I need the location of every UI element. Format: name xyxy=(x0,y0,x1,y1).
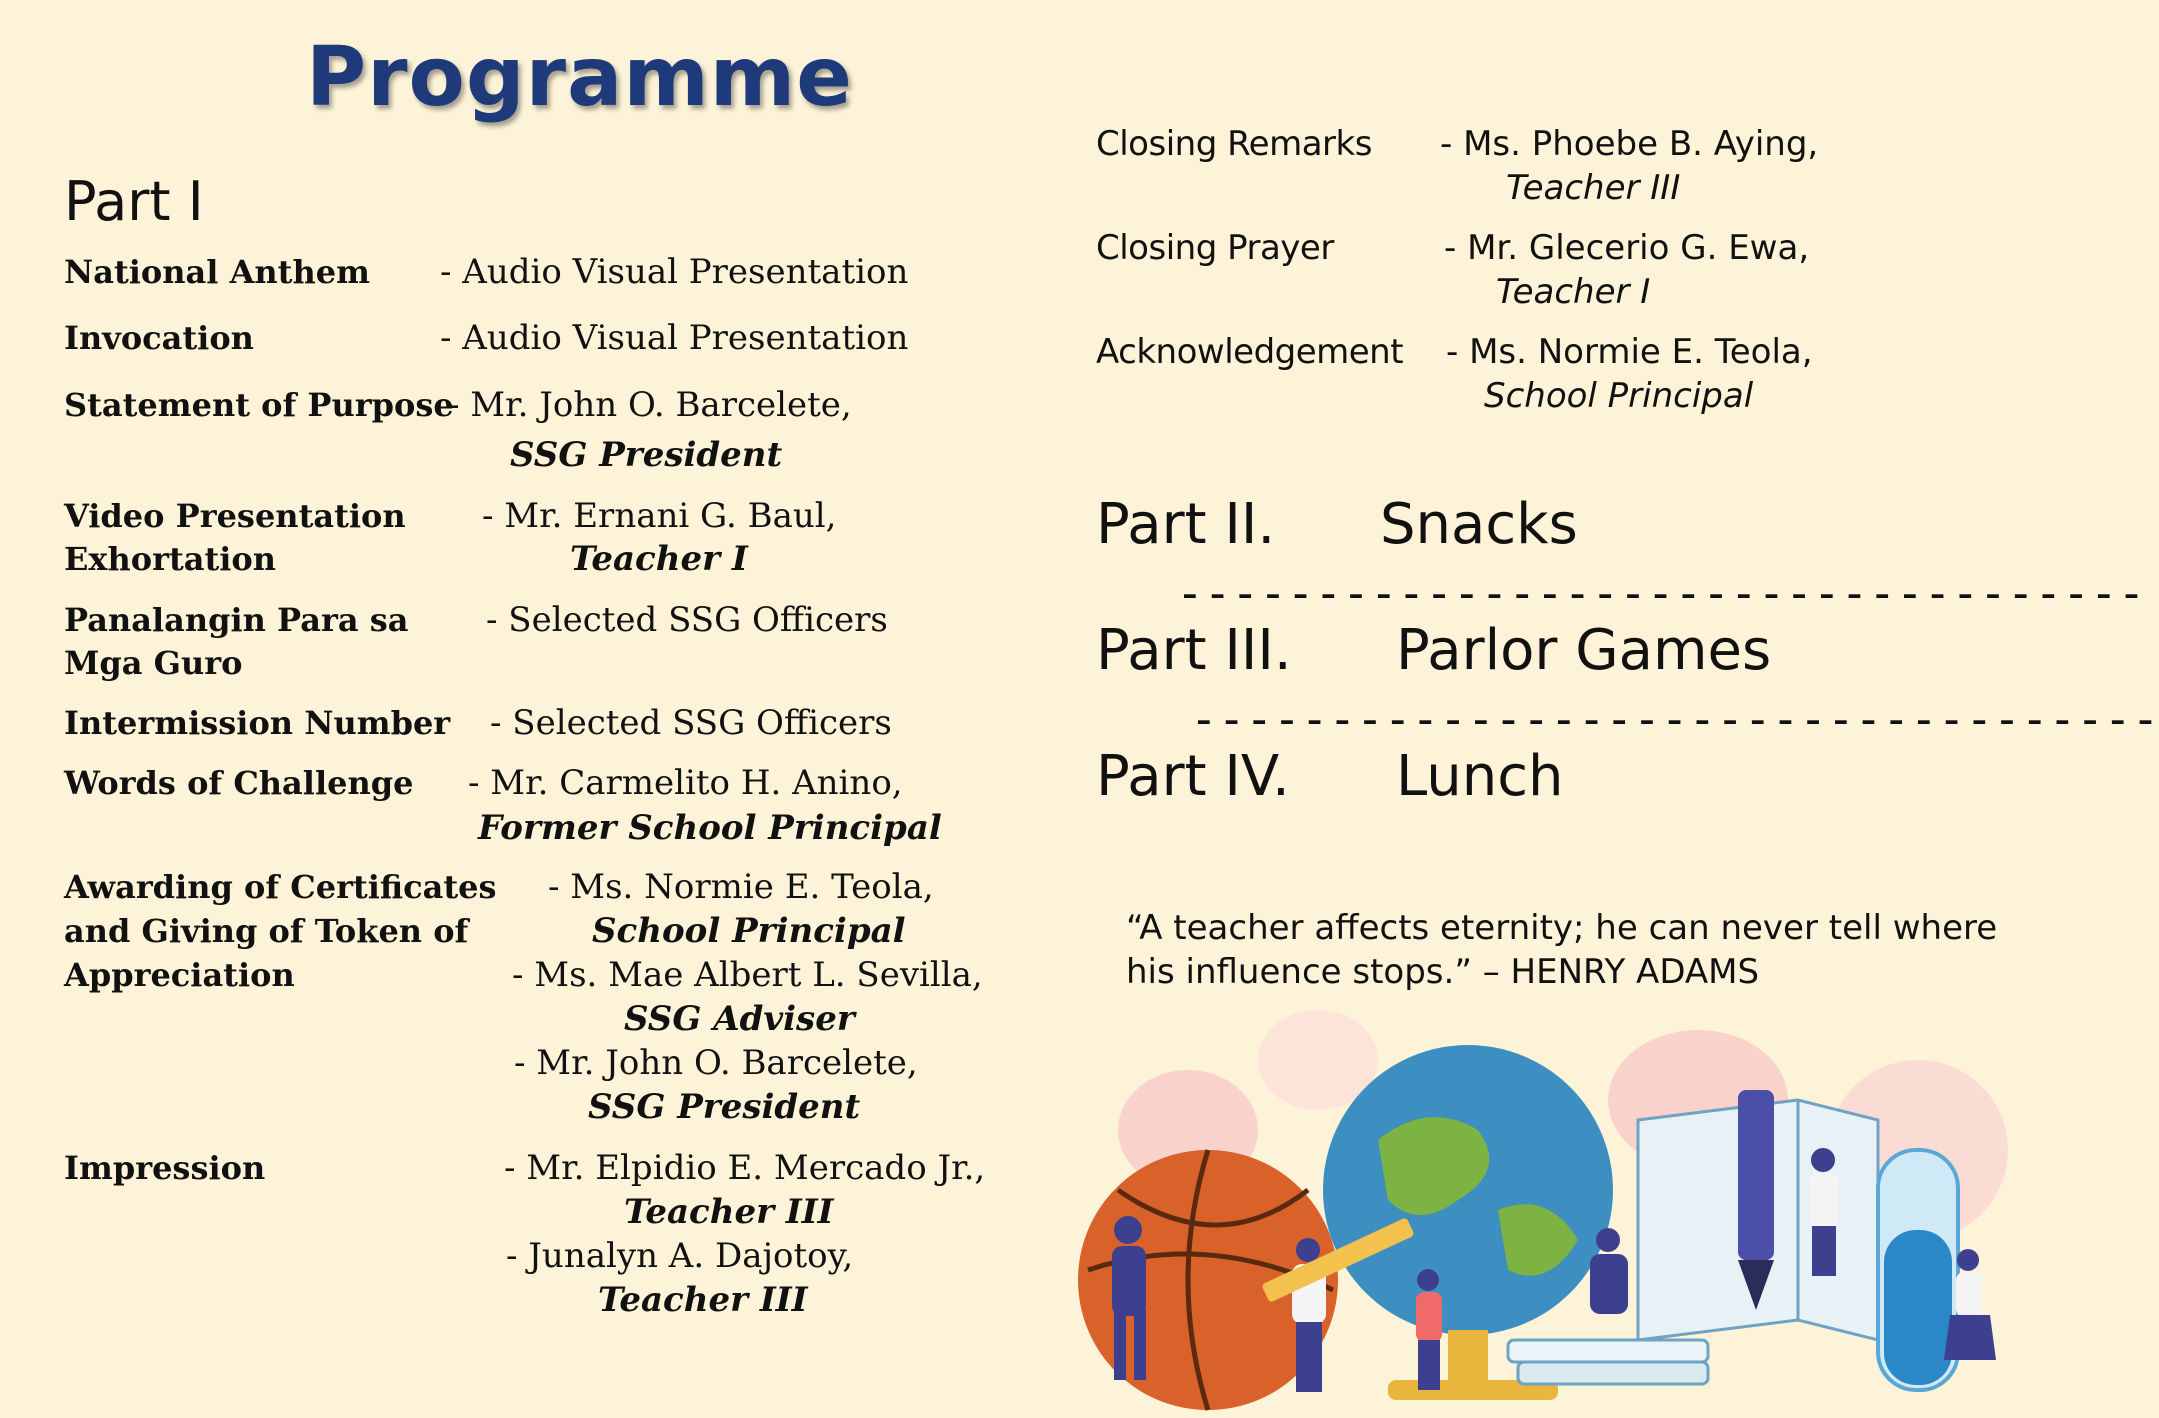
item-role: School Principal xyxy=(1484,376,1754,416)
item-label: Words of Challenge xyxy=(64,764,414,802)
pen-icon xyxy=(1738,1090,1774,1260)
item-label: Invocation xyxy=(64,319,254,357)
item-value: - Junalyn A. Dajotoy, xyxy=(506,1236,854,1276)
item-label: Appreciation xyxy=(64,956,295,994)
item-label: Closing Prayer xyxy=(1096,228,1334,268)
part-label: Part III. xyxy=(1096,618,1292,683)
part-one-heading: Part I xyxy=(64,170,204,233)
item-value: - Audio Visual Presentation xyxy=(440,318,909,358)
item-label: Mga Guro xyxy=(64,644,243,682)
item-label: Video Presentation xyxy=(64,497,406,535)
item-role: Teacher I xyxy=(570,539,748,579)
item-role: SSG President xyxy=(510,435,783,475)
item-value: - Audio Visual Presentation xyxy=(440,252,909,292)
page-title: Programme xyxy=(306,30,853,125)
item-label: Exhortation xyxy=(64,540,276,578)
part-title: Parlor Games xyxy=(1396,618,1772,683)
item-value: - Selected SSG Officers xyxy=(490,703,892,743)
item-label: Statement of Purpose xyxy=(64,386,454,424)
item-value: - Mr. John O. Barcelete, xyxy=(448,385,852,425)
part-title: Snacks xyxy=(1380,492,1578,557)
item-value: - Ms. Mae Albert L. Sevilla, xyxy=(512,955,983,995)
item-role: Former School Principal xyxy=(478,808,942,848)
part-label: Part II. xyxy=(1096,492,1276,557)
education-illustration xyxy=(1078,1010,2018,1410)
item-label: Awarding of Certificates xyxy=(64,868,497,906)
item-role: Teacher III xyxy=(598,1280,808,1320)
divider: ----------------------------------- xyxy=(1176,566,2146,620)
item-label: Panalangin Para sa xyxy=(64,601,409,639)
item-label: and Giving of Token of xyxy=(64,912,469,950)
item-label: Intermission Number xyxy=(64,704,451,742)
item-role: Teacher I xyxy=(1496,272,1651,312)
item-role: School Principal xyxy=(592,911,906,951)
item-label: Acknowledgement xyxy=(1096,332,1404,372)
part-title: Lunch xyxy=(1396,744,1564,809)
item-value: - Mr. Elpidio E. Mercado Jr., xyxy=(504,1148,986,1188)
item-value: - Selected SSG Officers xyxy=(486,600,888,640)
item-value: - Mr. Ernani G. Baul, xyxy=(482,496,837,536)
item-value: - Ms. Normie E. Teola, xyxy=(1446,332,1813,372)
item-label: Impression xyxy=(64,1149,266,1187)
item-role: SSG Adviser xyxy=(624,999,855,1039)
item-label: National Anthem xyxy=(64,253,370,291)
item-label: Closing Remarks xyxy=(1096,124,1372,164)
item-value: - Ms. Normie E. Teola, xyxy=(548,867,934,907)
part-label: Part IV. xyxy=(1096,744,1290,809)
item-value: - Ms. Phoebe B. Aying, xyxy=(1440,124,1819,164)
item-value: - Mr. John O. Barcelete, xyxy=(514,1043,918,1083)
books-stack-icon xyxy=(1508,1340,1708,1362)
item-role: Teacher III xyxy=(624,1192,834,1232)
item-value: - Mr. Glecerio G. Ewa, xyxy=(1444,228,1810,268)
item-value: - Mr. Carmelito H. Anino, xyxy=(468,763,903,803)
divider: ----------------------------------- xyxy=(1190,692,2159,746)
item-role: Teacher III xyxy=(1506,168,1681,208)
item-role: SSG President xyxy=(588,1087,861,1127)
quote-text: “A teacher affects eternity; he can never tell where his influence stops.” – xyxy=(1126,908,1998,992)
quote xyxy=(1126,906,2006,994)
quote-author: HENRY ADAMS xyxy=(1510,952,1760,992)
